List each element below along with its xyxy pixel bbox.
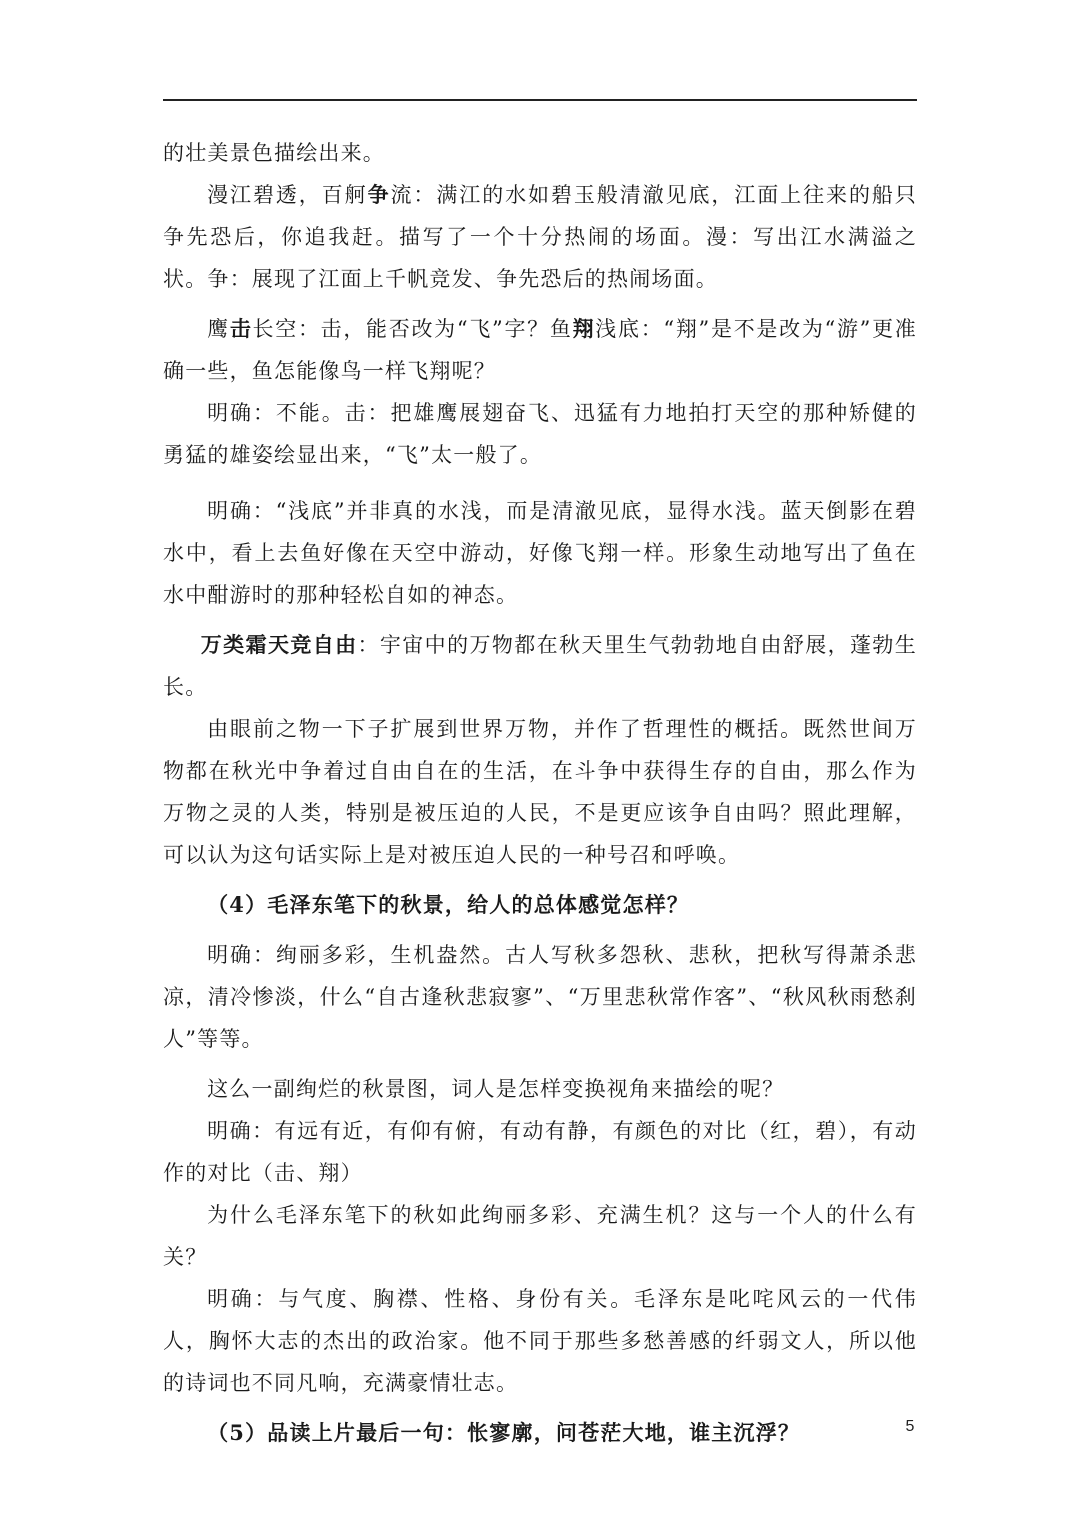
document-body (163, 132, 917, 1454)
text-span: 长空：击，能否改为“飞”字？鱼 (252, 317, 573, 341)
page-number: 5 (905, 1418, 915, 1435)
header-rule (163, 99, 917, 101)
text-span: 流：满江的水如碧玉般清澈见底，江面上往来的船只争先恐后，你追我赶。描写了一个十分热闹的场面。漫：写出江水满溢之状。争：展现了江面上千帆竞发、争先恐后的热闹场面。 (163, 183, 918, 291)
paragraph-weishenme: 为什么毛泽东笔下的秋如此绚丽多彩、充满生机？这与一个人的什么有关？ (163, 1203, 917, 1269)
paragraph-answer-qiandi: 明确：“浅底”并非真的水浅，而是清澈见底，显得水浅。蓝天倒影在碧水中，看上去鱼好像在天空中游动，好像飞翔一样。形象生动地写出了鱼在水中酣游时的那种轻松自如的神态。 (163, 499, 917, 607)
paragraph-continuation: 的壮美景色描绘出来。 (163, 141, 385, 165)
text-span: 漫江碧透，百舸 (207, 183, 368, 207)
paragraph-answer-ji: 明确：不能。击：把雄鹰展翅奋飞、迅猛有力地拍打天空的那种矫健的勇猛的雄姿绘显出来，“飞”太一般了。 (163, 401, 917, 467)
text-span: 浅底：“翔”是不是改为“游”更准确一些，鱼怎能像鸟一样飞翔呢？ (163, 317, 918, 383)
question-5: （5）品读上片最后一句：怅寥廓，问苍茫大地，谁主沉浮？ (207, 1420, 801, 1445)
bold-char: 争 (367, 182, 391, 207)
bold-char: 翔 (572, 316, 596, 341)
text-span: 鹰 (207, 317, 230, 341)
text-span: ：宇宙中的万物都在秋天里生气勃勃地自由舒展，蓬勃生长。 (163, 633, 918, 699)
paragraph-zheli: 由眼前之物一下子扩展到世界万物，并作了哲理性的概括。既然世间万物都在秋光中争着过自由自在的生活，在斗争中获得生存的自由，那么作为万物之灵的人类，特别是被压迫的人民，不是更应该争自由吗？照此理解，可以认为这句话实际上是对被压迫人民的一种号召和呼唤。 (163, 717, 917, 867)
paragraph-answer-q4: 明确：绚丽多彩，生机盎然。古人写秋多怨秋、悲秋，把秋写得萧杀悲凉，清冷惨淡，什么“自古逢秋悲寂寥”、“万里悲秋常作客”、“秋风秋雨愁刹人”等等。 (163, 943, 917, 1051)
paragraph-answer-qidu: 明确：与气度、胸襟、性格、身份有关。毛泽东是叱咤风云的一代伟人，胸怀大志的杰出的政治家。他不同于那些多愁善感的纤弱文人，所以他的诗词也不同凡响，充满豪情壮志。 (163, 1287, 917, 1395)
question-4: （4）毛泽东笔下的秋景，给人的总体感觉怎样？ (207, 892, 690, 917)
paragraph-answer-shijiao: 明确：有远有近，有仰有俯，有动有静，有颜色的对比（红，碧），有动作的对比（击、翔） (163, 1119, 917, 1185)
paragraph-yingji (163, 308, 917, 392)
paragraph-shijiao-question: 这么一副绚烂的秋景图，词人是怎样变换视角来描绘的呢？ (207, 1077, 785, 1101)
paragraph-manjiang (163, 174, 917, 300)
bold-phrase: 万类霜天竞自由 (200, 632, 358, 657)
paragraph-wanlei (163, 624, 917, 708)
bold-char: 击 (229, 316, 253, 341)
